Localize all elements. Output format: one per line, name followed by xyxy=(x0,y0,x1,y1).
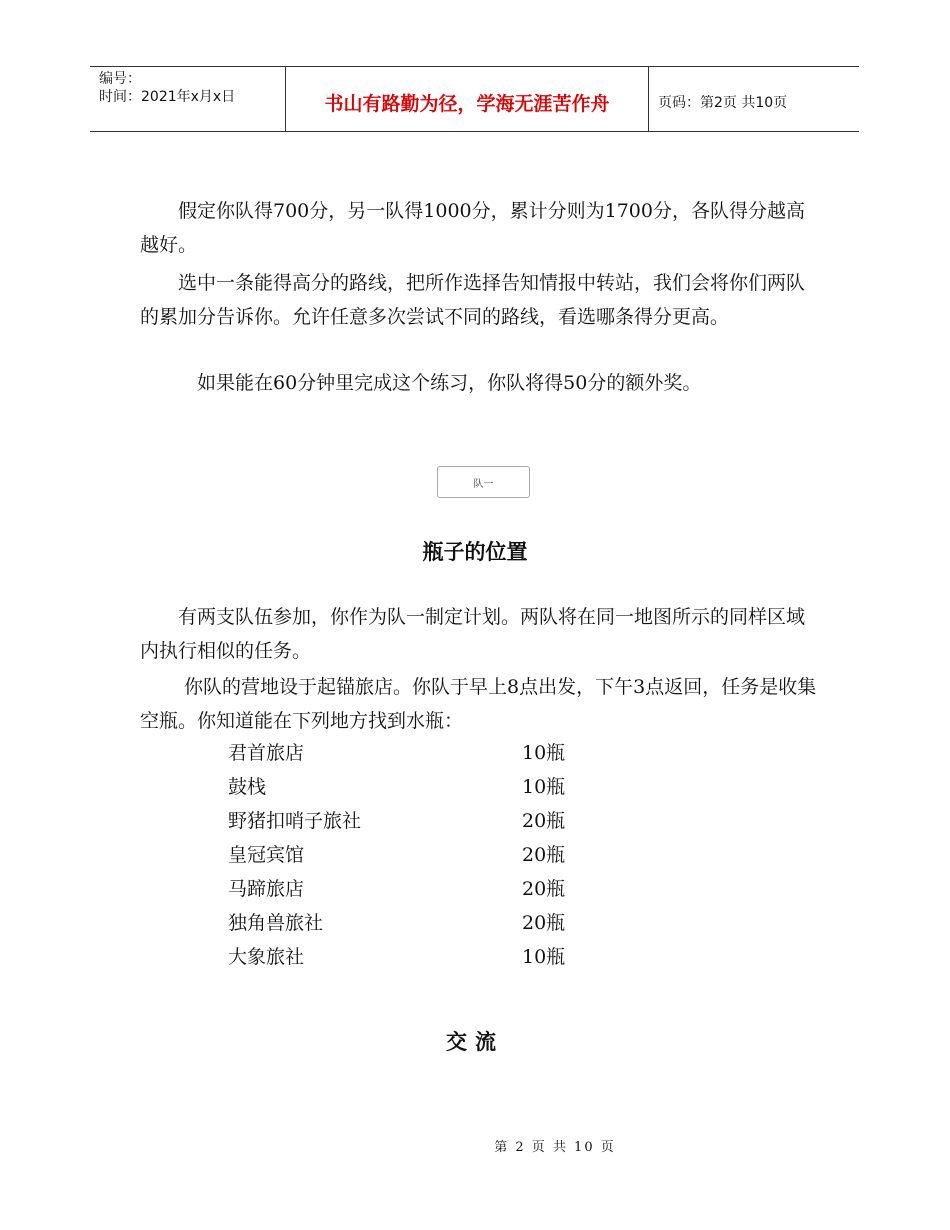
section-title-bottles: 瓶子的位置 xyxy=(422,540,528,564)
list-item xyxy=(228,940,648,974)
list-item xyxy=(228,838,648,872)
section-title-communication: 交流 xyxy=(446,1030,504,1054)
list-item xyxy=(228,872,648,906)
header-motto: 书山有路勤为径，学海无涯苦作舟 xyxy=(286,67,649,131)
page-header xyxy=(90,66,859,132)
list-item xyxy=(228,804,648,838)
location-name: 独角兽旅社 xyxy=(228,912,324,934)
intro-paragraph-1: 假定你队得700分，另一队得1000分，累计分则为1700分，各队得分越高越好。 xyxy=(140,200,805,256)
bottle-count: 20瓶 xyxy=(522,912,566,934)
list-item xyxy=(228,736,648,770)
location-name: 马蹄旅店 xyxy=(228,878,305,900)
intro-paragraph-3: 如果能在60分钟里完成这个练习，你队将得50分的额外奖。 xyxy=(140,372,702,394)
bottle-count: 20瓶 xyxy=(522,878,566,900)
time-label: 时间：2021年x月x日 xyxy=(99,89,236,105)
header-page-number: 页码：第2页 共10页 xyxy=(658,95,788,111)
team-label-box: 队一 xyxy=(437,466,530,498)
bottle-count: 10瓶 xyxy=(522,776,566,798)
bottle-count: 20瓶 xyxy=(522,810,566,832)
page-footer: 第 2 页 共 10 页 xyxy=(494,1140,616,1155)
location-name: 君首旅店 xyxy=(228,742,305,764)
location-name: 皇冠宾馆 xyxy=(228,844,305,866)
location-name: 鼓栈 xyxy=(228,776,267,798)
bottle-count: 10瓶 xyxy=(522,946,566,968)
header-meta xyxy=(90,67,286,131)
bottle-count: 10瓶 xyxy=(522,742,566,764)
bottles-paragraph-1: 有两支队伍参加，你作为队一制定计划。两队将在同一地图所示的同样区域内执行相似的任务。 xyxy=(140,606,806,662)
bottles-paragraph-2: 你队的营地设于起锚旅店。你队于早上8点出发，下午3点返回，任务是收集空瓶。你知道能在下列地方找到水瓶： xyxy=(140,676,817,732)
list-item xyxy=(228,906,648,940)
intro-paragraph-2: 选中一条能得高分的路线，把所作选择告知情报中转站，我们会将你们两队的累加分告诉你。允许任意多次尝试不同的路线，看选哪条得分更高。 xyxy=(140,272,806,328)
location-name: 大象旅社 xyxy=(228,946,305,968)
location-name: 野猪扣哨子旅社 xyxy=(228,810,362,832)
bottle-count: 20瓶 xyxy=(522,844,566,866)
list-item xyxy=(228,770,648,804)
bottle-location-list xyxy=(228,736,648,974)
number-label: 编号： xyxy=(99,71,141,87)
